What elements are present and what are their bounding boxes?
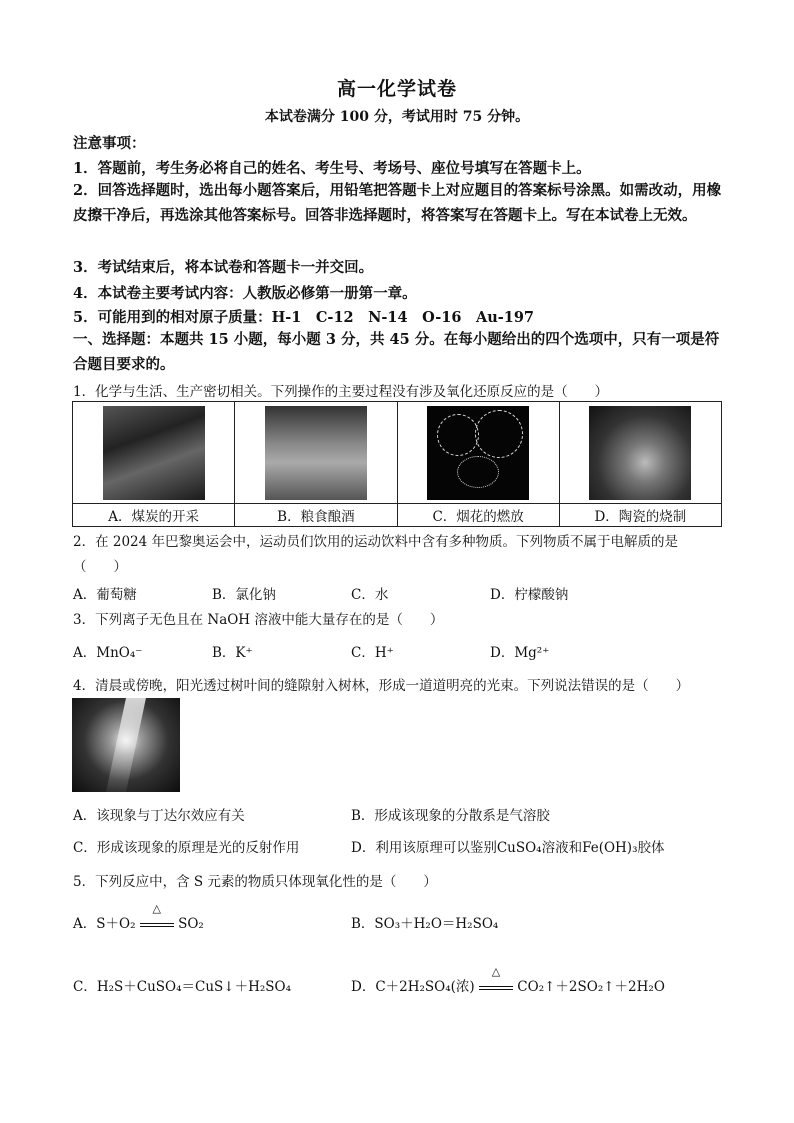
q2-option: C．水 <box>351 587 389 603</box>
page-title: 高一化学试卷 <box>336 78 457 100</box>
q3-option: C．H⁺ <box>351 645 394 661</box>
question-stem: 4．清晨或傍晚，阳光透过树叶间的缝隙射入树林，形成一道道明亮的光束。下列说法错误的是（ ） <box>73 678 690 694</box>
question-stem: 3．下列离子无色且在 NaOH 溶液中能大量存在的是（ ） <box>73 612 444 628</box>
coal-mining-photo <box>103 406 205 500</box>
q2-option: A．葡萄糖 <box>73 587 137 603</box>
q3-option: D．Mg²⁺ <box>490 645 550 661</box>
q5-d-reactants: D．C＋2H₂SO₄(浓) <box>351 979 475 995</box>
fireworks-photo <box>427 406 529 500</box>
q1-image-cell <box>559 402 721 504</box>
q5-option-c: C．H₂S＋CuSO₄＝CuS↓＋H₂SO₄ <box>73 979 292 995</box>
question-stem: 1．化学与生活、生产密切相关。下列操作的主要过程没有涉及氧化还原反应的是（ ） <box>73 384 609 400</box>
heat-symbol: △ <box>491 965 501 978</box>
q1-image-cell <box>73 402 235 504</box>
heat-arrow <box>479 965 513 995</box>
q4-option: C．形成该现象的原理是光的反射作用 <box>73 840 300 856</box>
q1-option: A．煤炭的开采 <box>73 504 235 527</box>
q5-option-a <box>73 902 204 932</box>
q4-option: A．该现象与丁达尔效应有关 <box>73 808 245 824</box>
q3-option: B．K⁺ <box>212 645 253 661</box>
page-subtitle: 本试卷满分 100 分，考试用时 75 分钟。 <box>264 109 530 125</box>
note-item: 5．可能用到的相对原子质量：H-1 C-12 N-14 O-16 Au-197 <box>73 309 535 326</box>
q5-option-b: B．SO₃＋H₂O＝H₂SO₄ <box>351 916 499 932</box>
note-item: 3．考试结束后，将本试卷和答题卡一并交回。 <box>73 259 374 276</box>
q4-option: B．形成该现象的分散系是气溶胶 <box>351 808 550 824</box>
q1-image-cell <box>397 402 559 504</box>
brewing-photo <box>265 406 367 500</box>
q3-option: A．MnO₄⁻ <box>73 645 143 661</box>
ceramics-kiln-photo <box>589 406 691 500</box>
q1-option: B．粮食酿酒 <box>235 504 397 527</box>
q2-option: D．柠檬酸钠 <box>490 587 569 603</box>
q5-a-reactants: A．S＋O₂ <box>73 916 136 932</box>
question-stem: 2．在 2024 年巴黎奥运会中，运动员们饮用的运动饮料中含有多种物质。下列物质不属于电解质的是（ ） <box>73 534 679 575</box>
question-stem: 5．下列反应中，含 S 元素的物质只体现氧化性的是（ ） <box>73 874 437 890</box>
q1-option: D．陶瓷的烧制 <box>559 504 721 527</box>
q1-image-cell <box>235 402 397 504</box>
note-item: 2．回答选择题时，选出每小题答案后，用铅笔把答题卡上对应题目的答案标号涂黑。如需改动，用橡皮擦干净后，再选涂其他答案标号。回答非选择题时，将答案写在答题卡上。写在本试卷上无效。 <box>73 182 722 224</box>
q5-d-products: CO₂↑＋2SO₂↑＋2H₂O <box>517 979 665 995</box>
note-item: 1．答题前，考生务必将自己的姓名、考生号、考场号、座位号填写在答题卡上。 <box>73 160 591 177</box>
q4-option: D．利用该原理可以鉴别CuSO₄溶液和Fe(OH)₃胶体 <box>351 840 665 856</box>
heat-symbol: △ <box>152 902 162 915</box>
q5-a-products: SO₂ <box>178 916 204 932</box>
q1-option: C．烟花的燃放 <box>397 504 559 527</box>
q2-option: B．氯化钠 <box>212 587 276 603</box>
forest-light-photo <box>72 698 180 792</box>
q1-image-table <box>72 401 722 527</box>
q5-option-d <box>351 965 665 995</box>
heat-arrow <box>140 902 174 932</box>
section-heading: 一、选择题：本题共 15 小题，每小题 3 分，共 45 分。在每小题给出的四个选项中，只有一项是符合题目要求的。 <box>73 331 720 373</box>
note-item: 4．本试卷主要考试内容：人教版必修第一册第一章。 <box>73 285 417 302</box>
notes-heading: 注意事项： <box>73 135 146 152</box>
